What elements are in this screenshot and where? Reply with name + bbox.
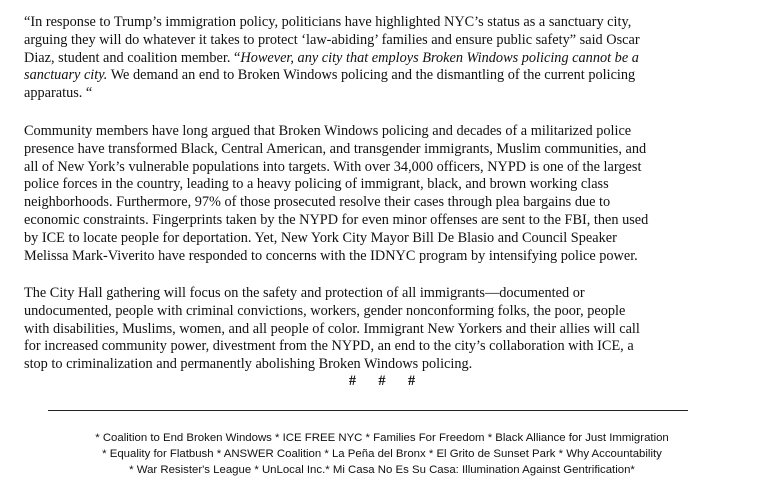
- coalition-line: * War Resister's League * UnLocal Inc.* Mi Casa No Es Su Casa: Illumination Against Gentrification*: [129, 464, 635, 477]
- hash-mark: #: [378, 373, 386, 389]
- text-line: [24, 50, 754, 68]
- text-line: presence have transformed Black, Central American, and transgender immigrants, Muslim communities, and: [24, 140, 647, 157]
- end-marks: [0, 373, 764, 390]
- text-line: Community members have long argued that Broken Windows policing and decades of a militarized police: [24, 123, 632, 139]
- text-line: police forces in the country, leading to a heavy policing of immigrant, black, and brown working class: [24, 176, 609, 193]
- text-line: neighborhoods. Furthermore, 97% of those prosecuted resolve their cases through plea bargains due to: [24, 194, 611, 211]
- quote-paragraph: [24, 14, 754, 103]
- italic-quote: sanctuary city.: [24, 67, 108, 84]
- text-run: We demand an end to Broken Windows policing and the dismantling of the current policing: [107, 67, 636, 84]
- text-line: for increased community power, divestment from the NYPD, an end to the city’s collaboration with ICE, a: [24, 338, 634, 355]
- text-line: by ICE to locate people for deportation. Yet, New York City Mayor Bill De Blasio and Council Speaker: [24, 229, 617, 246]
- text-line: Melissa Mark-Viverito have responded to concerns with the IDNYC program by intensifying police power.: [24, 247, 638, 264]
- coalition-line: * Coalition to End Broken Windows * ICE FREE NYC * Families For Freedom * Black Alliance for Just Immigration: [95, 432, 669, 444]
- text-line: apparatus. “: [24, 85, 93, 102]
- coalition-line: * Equality for Flatbush * ANSWER Coalition * La Peña del Bronx * El Grito de Sunset Park * Why Accountability: [102, 448, 662, 461]
- text-line: all of New York’s vulnerable populations into targets. With over 34,000 officers, NYPD is one of the largest: [24, 158, 642, 175]
- text-line: [24, 67, 754, 85]
- text-line: undocumented, people with criminal convictions, workers, gender nonconforming folks, the poor, people: [24, 302, 626, 319]
- text-line: with disabilities, Muslims, women, and all people of color. Immigrant New Yorkers and their allies will call: [24, 320, 640, 337]
- hash-mark: #: [408, 373, 416, 389]
- text-run: Diaz, student and coalition member. “: [24, 49, 241, 66]
- coalition-list: [0, 430, 764, 479]
- text-line: economic constraints. Fingerprints taken by the NYPD for even minor offenses are sent to the FBI, then used: [24, 211, 649, 228]
- community-paragraph: [24, 123, 754, 265]
- horizontal-divider: [48, 410, 688, 411]
- text-line: arguing they will do whatever it takes to protect ‘law-abiding’ families and ensure public safety” said Oscar: [24, 31, 640, 48]
- hash-mark: #: [348, 373, 356, 389]
- text-line: stop to criminalization and permanently abolishing Broken Windows policing.: [24, 356, 473, 373]
- text-line: “In response to Trump’s immigration policy, politicians have highlighted NYC’s status as a sanctuary city,: [24, 14, 632, 30]
- italic-quote: However, any city that employs Broken Windows policing cannot be a: [240, 49, 639, 66]
- text-line: The City Hall gathering will focus on the safety and protection of all immigrants—documented or: [24, 285, 585, 301]
- gathering-paragraph: [24, 285, 754, 374]
